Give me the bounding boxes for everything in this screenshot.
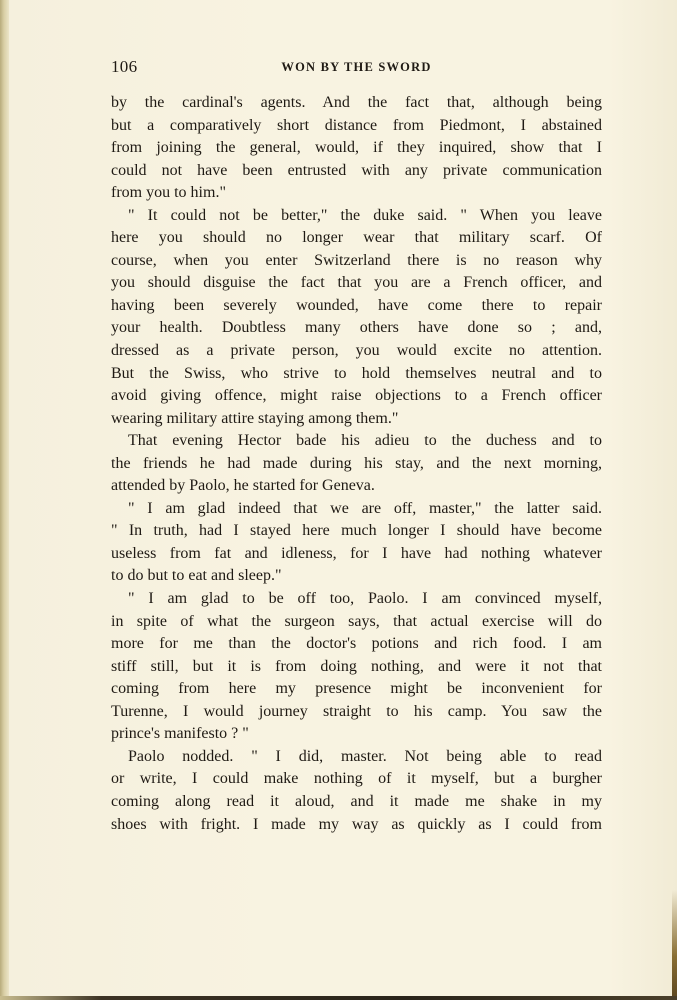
text-line: Paolo nodded. " I did, master. Not being able to read [128, 747, 602, 765]
page-bottom-edge [0, 996, 677, 1000]
text-line: to do but to eat and sleep." [111, 567, 282, 585]
text-line: avoid giving offence, might raise objections to a French officer [111, 387, 602, 405]
text-line: " It could not be better," the duke said. " When you leave [128, 206, 602, 224]
text-line: course, when you enter Switzerland there is no reason why [111, 251, 602, 269]
body-text [111, 92, 602, 836]
text-line: coming along read it aloud, and it made me shake in my [111, 792, 602, 810]
text-line: your health. Doubtless many others have done so ; and, [111, 319, 602, 337]
text-line: But the Swiss, who strive to hold themselves neutral and to [111, 364, 602, 382]
text-line: could not have been entrusted with any private communication [111, 161, 602, 179]
text-line: attended by Paolo, he started for Geneva. [111, 477, 375, 495]
text-line: here you should no longer wear that military scarf. Of [111, 229, 602, 247]
text-line: or write, I could make nothing of it myself, but a burgher [111, 770, 602, 788]
text-line: from you to him." [111, 184, 226, 202]
text-line: prince's manifesto ? " [111, 725, 249, 743]
running-title: WON BY THE SWORD [281, 60, 432, 74]
text-line: " In truth, had I stayed here much longer I should have become [111, 522, 602, 540]
text-line: stiff still, but it is from doing nothing, and were it not that [111, 657, 602, 675]
text-line: coming from here my presence might be inconvenient for [111, 680, 602, 698]
text-line: shoes with fright. I made my way as quickly as I could from [111, 815, 602, 833]
page-number: 106 [111, 57, 138, 76]
text-line: you should disguise the fact that you are a French officer, and [111, 274, 602, 292]
text-line: That evening Hector bade his adieu to the duchess and to [128, 432, 602, 450]
text-line: more for me than the doctor's potions and rich food. I am [111, 635, 602, 653]
text-line: in spite of what the surgeon says, that actual exercise will do [111, 612, 602, 630]
text-line: by the cardinal's agents. And the fact that, although being [111, 94, 602, 111]
page-header [111, 57, 602, 77]
text-line: wearing military attire staying among them." [111, 409, 399, 427]
text-line: " I am glad to be off too, Paolo. I am convinced myself, [128, 590, 602, 608]
text-line: Turenne, I would journey straight to his camp. You saw the [111, 702, 602, 720]
binding-gutter [0, 0, 9, 1000]
text-line: useless from fat and idleness, for I have had nothing whatever [111, 544, 602, 562]
text-line: " I am glad indeed that we are off, master," the latter said. [128, 499, 602, 517]
text-line: but a comparatively short distance from Piedmont, I abstained [111, 116, 602, 134]
text-line: from joining the general, would, if they inquired, show that I [111, 139, 602, 157]
page-edge-shadow [672, 890, 677, 1000]
text-line: the friends he had made during his stay, and the next morning, [111, 454, 602, 472]
text-line: having been severely wounded, have come there to repair [111, 296, 602, 314]
text-line: dressed as a private person, you would excite no attention. [111, 342, 602, 360]
